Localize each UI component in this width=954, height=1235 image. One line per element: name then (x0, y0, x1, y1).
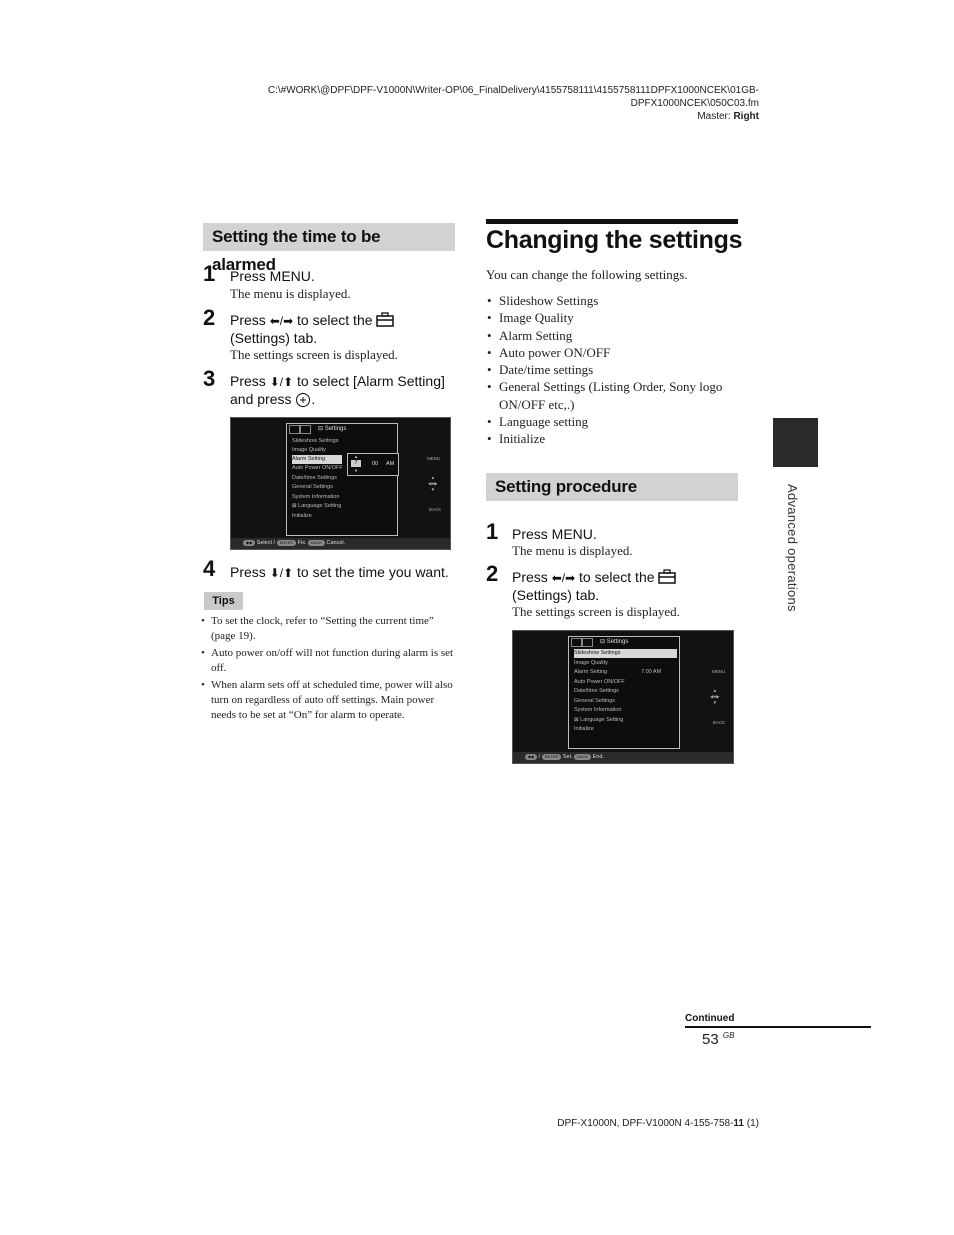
master-line: Master: Right (697, 111, 759, 122)
image-tab-icon (300, 425, 311, 434)
settings-panel (286, 423, 398, 536)
chapter-tab (773, 418, 818, 467)
menu-item: Slideshow Settings (292, 438, 339, 444)
settings-title: ⊟ Settings (600, 639, 629, 645)
settings-list-item: • Language setting (486, 413, 738, 430)
step-number: 2 (486, 561, 499, 586)
menu-side-label: MENU (427, 456, 441, 461)
settings-list-item: • General Settings (Listing Order, Sony logo ON/OFF etc,.) (486, 378, 738, 413)
image-tab-icon (582, 638, 593, 647)
step-text: Press ⬇/⬆ to select [Alarm Setting] and press . (230, 373, 445, 407)
menu-item: Image Quality (574, 660, 608, 666)
tip-item: • When alarm sets off at scheduled time, power will also turn on regardless of auto off settings. Main power needs to be set at “On” for alarm to operate. (201, 678, 456, 723)
menu-item: System Information (292, 494, 340, 500)
menu-item: General Settings (292, 484, 333, 490)
menu-item: Alarm Setting (574, 669, 608, 675)
settings-list (486, 292, 738, 448)
chapter-label: Advanced operations (785, 484, 800, 612)
back-side-label: BACK (713, 720, 726, 725)
page-suffix: GB (722, 1031, 735, 1040)
down-up-arrow-icon: ⬇/⬆ (269, 566, 294, 580)
minute-field: 00 (372, 461, 379, 467)
menu-item-selected: Slideshow Settings (574, 649, 677, 658)
section-heading-alarm-time: Setting the time to be alarmed (203, 223, 455, 251)
step-text: Press ⬇/⬆ to set the time you want. (230, 564, 449, 580)
menu-item-selected: Alarm Setting (292, 455, 342, 464)
model-line: DPF-X1000N, DPF-V1000N 4-155-758-11 (1) (557, 1118, 759, 1129)
back-pill: BACK (574, 754, 591, 760)
step-subtext: The menu is displayed. (230, 286, 351, 301)
step-subtext: The settings screen is displayed. (512, 604, 680, 619)
page-title: Changing the settings (486, 226, 743, 254)
menu-item: Initialize (292, 513, 312, 519)
menu-item: Image Quality (292, 447, 326, 453)
step-number: 2 (203, 305, 216, 330)
enter-button-icon (295, 392, 311, 408)
file-path-header (268, 84, 759, 123)
settings-list-item: • Alarm Setting (486, 327, 738, 344)
menu-item: General Settings (574, 698, 615, 704)
intro-text: You can change the following settings. (486, 267, 688, 282)
tip-item: • To set the clock, refer to “Setting the current time” (page 19). (201, 614, 456, 644)
nav-cross-icon: ▲ ◀●▶ ▼ (710, 688, 720, 705)
menu-item: Initialize (574, 726, 594, 732)
file-path-line1: C:\#WORK\@DPF\DPF-V1000N\Writer-OP\06_FinalDelivery\4155758111\4155758111DPFX1000NCEK\01GB- (267, 85, 759, 96)
master-value: Right (733, 111, 759, 122)
footer-rule (685, 1026, 871, 1028)
step-text: Press MENU. (512, 526, 597, 542)
step-text: Press ⬅/➡ to select the (Settings) tab. (230, 312, 450, 347)
settings-list-item: • Date/time settings (486, 361, 738, 378)
alarm-time-popup (347, 453, 399, 476)
step-number: 3 (203, 366, 216, 391)
settings-list-item: • Image Quality (486, 309, 738, 326)
menu-item: ⊠ Language Setting (574, 717, 624, 723)
screen-footer: ◆◆ / ENTER Set. BACK End. (513, 752, 733, 763)
step-text: Press ⬅/➡ to select the (Settings) tab. (512, 569, 732, 604)
settings-list-item: • Initialize (486, 430, 738, 447)
menu-item: Auto Power ON/OFF (292, 465, 343, 471)
hour-field: 7 (351, 460, 361, 467)
tips-label: Tips (204, 592, 243, 610)
up-arrow-icon: ▲ (354, 454, 358, 459)
settings-list-item: • Slideshow Settings (486, 292, 738, 309)
nav-buttons-icon: ◆◆ (243, 540, 255, 546)
menu-side-label: MENU (712, 669, 726, 674)
enter-pill: ENTER (277, 540, 297, 546)
screen-footer: ◆◆ Select / ENTER Fix. BACK Cancel. (231, 538, 450, 549)
file-path-line2: DPFX1000NCEK\050C03.fm (630, 98, 759, 109)
down-up-arrow-icon: ⬇/⬆ (269, 375, 294, 389)
nav-cross-icon: ▲ ◀●▶ ▼ (428, 475, 438, 492)
step-subtext: The settings screen is displayed. (230, 347, 398, 362)
settings-list-item: • Auto power ON/OFF (486, 344, 738, 361)
section-heading-procedure: Setting procedure (486, 473, 738, 501)
tip-item: • Auto power on/off will not function during alarm is set off. (201, 646, 456, 676)
settings-screenshot (512, 630, 734, 764)
settings-title: ⊟ Settings (318, 426, 347, 432)
ampm-field: AM (386, 461, 395, 467)
step-text: Press MENU. (230, 268, 315, 284)
alarm-value: 7:00 AM (641, 669, 662, 675)
menu-item: ⊠ Language Setting (292, 503, 342, 509)
step-number: 1 (203, 261, 216, 286)
step-subtext: The menu is displayed. (512, 543, 633, 558)
search-tab-icon (289, 425, 300, 434)
settings-panel (568, 636, 680, 749)
alarm-setting-screenshot (230, 417, 451, 550)
search-tab-icon (571, 638, 582, 647)
menu-item: Date/time Settings (292, 475, 337, 481)
left-right-arrow-icon: ⬅/➡ (551, 571, 576, 585)
toolbox-icon (658, 569, 676, 584)
menu-item: System Information (574, 707, 622, 713)
menu-item: Date/time Settings (574, 688, 619, 694)
left-right-arrow-icon: ⬅/➡ (269, 314, 294, 328)
down-arrow-icon: ▼ (354, 468, 358, 473)
nav-buttons-icon: ◆◆ (525, 754, 537, 760)
back-side-label: BACK (429, 507, 442, 512)
menu-item: Auto Power ON/OFF (574, 679, 625, 685)
toolbox-icon (376, 312, 394, 327)
title-rule (486, 219, 738, 224)
tips-list (201, 614, 456, 725)
enter-pill: ENTER (542, 754, 562, 760)
continued-label: Continued (685, 1013, 735, 1024)
step-number: 4 (203, 556, 216, 581)
step-number: 1 (486, 519, 499, 544)
back-pill: BACK (308, 540, 325, 546)
page-number: 53 $^{GB}$ (702, 1031, 735, 1048)
